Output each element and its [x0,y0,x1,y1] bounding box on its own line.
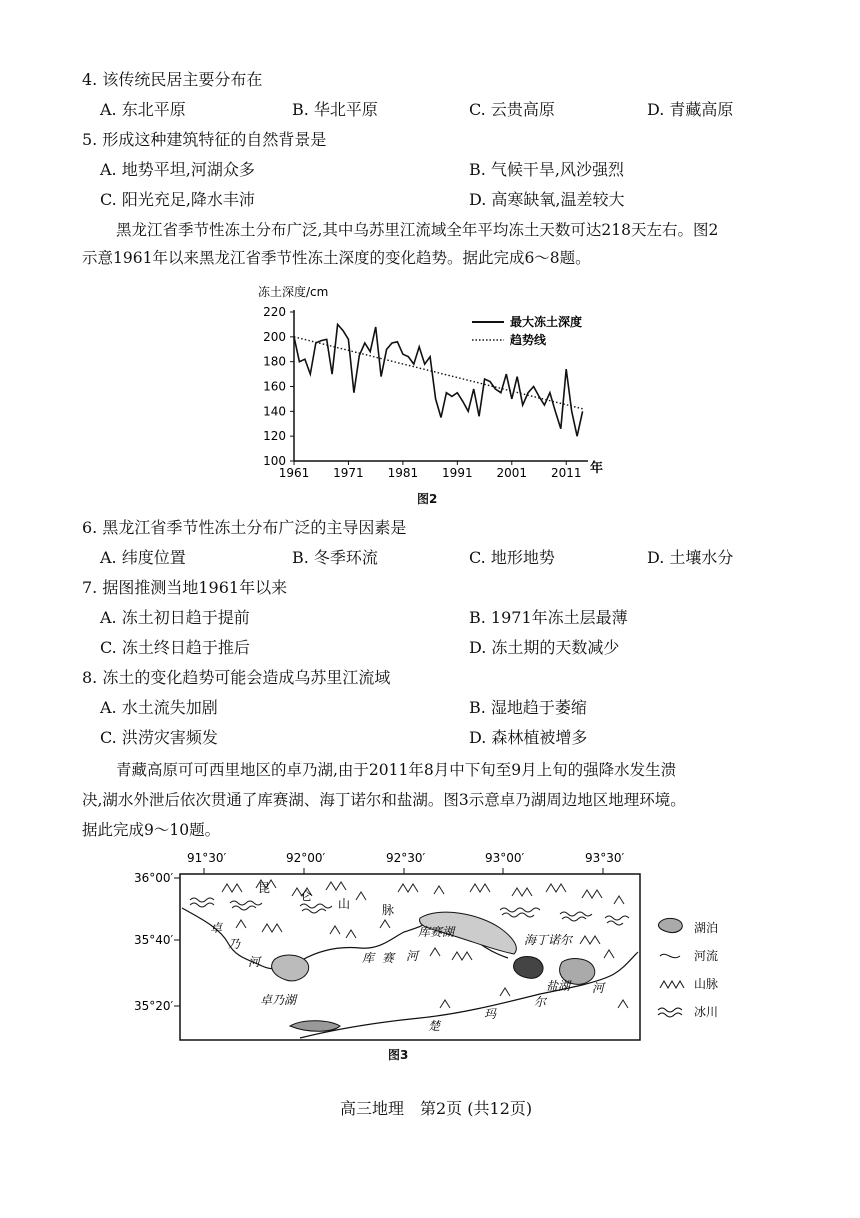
q8-option-b: B. 湿地趋于萎缩 [469,698,587,717]
lon-label: 91°30′ [187,851,227,865]
zhuonai-river-char: 河 [248,955,261,969]
q5-option-a: A. 地势平坦,河湖众多 [100,160,255,179]
zhuonai-river-char: 乃 [228,937,241,951]
series-line-trend [294,337,583,409]
passage2-line2: 决,湖水外泄后依次贯通了库赛湖、海丁诺尔和盐湖。图3示意卓乃湖周边地区地理环境。 [82,791,686,809]
lat-label: 35°20′ [134,999,174,1013]
legend-mountain: 山脉 [694,977,719,991]
y-tick-label: 160 [263,379,286,394]
q6-option-b: B. 冬季环流 [292,548,378,567]
q4-option-a: A. 东北平原 [100,100,186,119]
x-tick-label: 1991 [442,466,473,480]
q7-option-d: D. 冻土期的天数减少 [469,638,620,657]
y-tick-label: 220 [263,305,286,319]
page-footer: 高三地理 第2页 (共12页) [340,1099,533,1118]
chumar-river-char: 河 [592,981,605,995]
chart-x-unit: 年 [590,461,604,476]
q6-stem: 6. 黑龙江省季节性冻土分布广泛的主导因素是 [82,518,407,537]
kusai-lake-label: 库赛湖 [418,925,455,939]
y-tick-label: 120 [263,429,286,444]
q7-option-c: C. 冻土终日趋于推后 [100,638,250,657]
lon-label: 93°00′ [485,851,525,865]
legend-glacier: 冰川 [694,1005,719,1019]
q5-stem: 5. 形成这种建筑特征的自然背景是 [82,130,327,149]
y-tick-label: 100 [263,454,286,468]
q4-option-c: C. 云贵高原 [469,100,555,119]
q7-stem: 7. 据图推测当地1961年以来 [82,578,288,597]
legend-lake-swatch [658,918,682,932]
q4-option-d: D. 青藏高原 [647,100,734,119]
y-tick-label: 200 [263,329,286,344]
q6-option-d: D. 土壤水分 [647,548,734,567]
lon-label: 93°30′ [585,851,625,865]
chumar-river-char: 楚 [428,1019,441,1033]
chumar-river-char: 玛 [484,1007,497,1021]
x-tick-label: 1981 [387,466,419,480]
kusai-river-char: 库 [362,951,375,965]
lon-label: 92°00′ [286,851,326,865]
legend-lake: 湖泊 [694,921,719,935]
lat-label: 36°00′ [134,871,174,885]
legend-river: 河流 [694,949,719,963]
legend-river-swatch [660,954,680,957]
passage2-line1: 青藏高原可可西里地区的卓乃湖,由于2011年8月中下旬至9月上旬的强降水发生溃 [116,761,677,779]
x-tick-label: 1961 [278,466,310,480]
chart-y-axis-label: 冻土深度/cm [258,285,329,299]
passage2-line3: 据此完成9～10题。 [82,821,221,839]
q5-option-d: D. 高寒缺氧,温差较大 [469,190,625,209]
mountain-name-char: 仑 [300,889,313,903]
q8-stem: 8. 冻土的变化趋势可能会造成乌苏里江流域 [82,668,391,687]
chumar-river-char: 尔 [534,995,547,1009]
q5-option-b: B. 气候干旱,风沙强烈 [469,160,625,179]
legend-max-depth: 最大冻土深度 [510,315,583,329]
legend-glacier-swatch [658,1008,682,1017]
y-tick-label: 140 [263,404,286,419]
zhuonai-river-char: 卓 [210,921,223,935]
x-tick-label: 2001 [496,466,528,480]
q7-option-b: B. 1971年冻土层最薄 [469,608,628,627]
q6-option-a: A. 纬度位置 [100,548,186,567]
lat-label: 35°40′ [134,933,174,947]
haiding-nuoer-label: 海丁诺尔 [524,933,573,947]
mountain-name-char: 山 [338,897,351,911]
q7-option-a: A. 冻土初日趋于提前 [100,608,250,627]
q8-option-a: A. 水土流失加剧 [100,698,218,717]
q6-option-c: C. 地形地势 [469,548,555,567]
q5-option-c: C. 阳光充足,降水丰沛 [100,190,255,209]
figure2-chart [0,280,860,510]
passage1-line2: 示意1961年以来黑龙江省季节性冻土深度的变化趋势。据此完成6～8题。 [82,249,591,267]
q8-option-d: D. 森林植被增多 [469,728,588,747]
q8-option-c: C. 洪涝灾害频发 [100,728,218,747]
x-tick-label: 1971 [333,466,364,480]
kusai-river-char: 赛 [382,951,395,965]
mountain-name-char: 脉 [382,903,395,917]
zhuonai-lake-label: 卓乃湖 [260,993,297,1007]
x-tick-label: 2011 [550,466,582,480]
salt-lake-label: 盐湖 [546,979,571,993]
figure2-caption: 图2 [417,492,438,506]
mountain-name-char: 昆 [258,881,271,895]
passage1-line1: 黑龙江省季节性冻土分布广泛,其中乌苏里江流域全年平均冻土天数可达218天左右。图2 [116,221,719,239]
lon-label: 92°30′ [386,851,426,865]
kusai-river-char: 河 [406,949,419,963]
figure3-caption: 图3 [388,1048,409,1062]
legend-mountain-swatch [660,981,684,988]
q4-stem: 4. 该传统民居主要分布在 [82,70,263,89]
q4-option-b: B. 华北平原 [292,100,378,119]
y-tick-label: 180 [263,354,286,369]
figure3-map [0,848,860,1068]
legend-trend-line: 趋势线 [510,333,547,347]
